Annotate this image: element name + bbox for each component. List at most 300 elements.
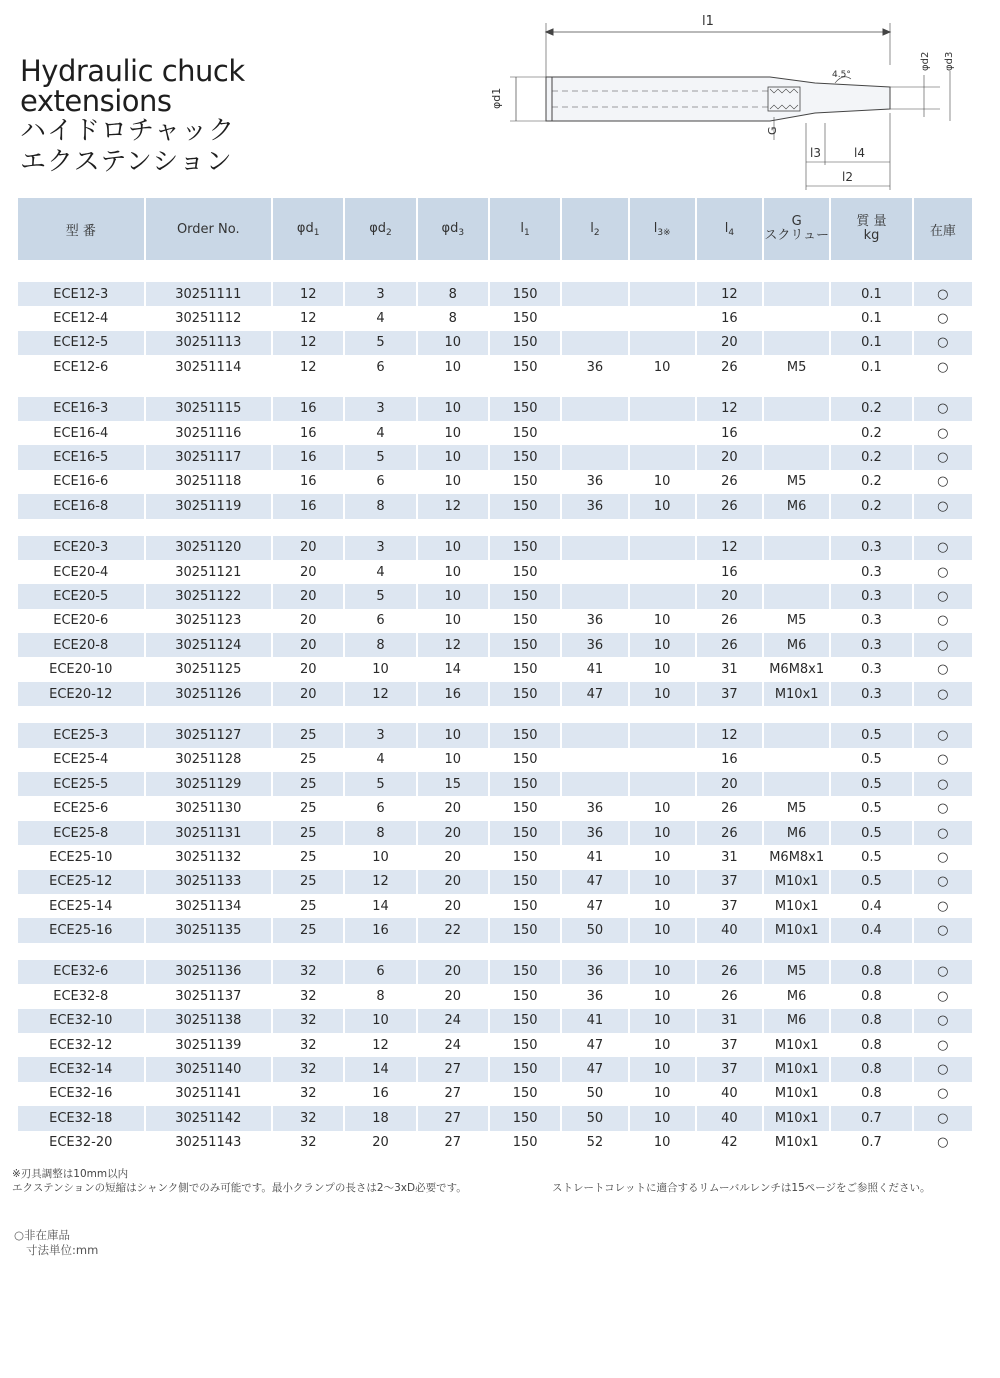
cell-l2 bbox=[562, 584, 627, 608]
table-row bbox=[18, 960, 972, 984]
cell-d1: 20 bbox=[273, 633, 343, 657]
cell-mass: 0.3 bbox=[831, 633, 911, 657]
header-l2: $l_2$ bbox=[562, 198, 627, 260]
cell-d3: 10 bbox=[418, 536, 488, 560]
cell-l3: 10 bbox=[630, 1106, 695, 1130]
cell-d2: 4 bbox=[345, 748, 415, 772]
table-row bbox=[18, 1033, 972, 1057]
group-spacer-cell bbox=[18, 260, 972, 282]
cell-l1: 150 bbox=[490, 796, 560, 820]
table-row bbox=[18, 470, 972, 494]
dim-l1-label: l1 bbox=[702, 14, 714, 29]
cell-order-no: 30251120 bbox=[146, 536, 272, 560]
cell-l2: 36 bbox=[562, 609, 627, 633]
cell-l1: 150 bbox=[490, 1131, 560, 1155]
cell-d1: 20 bbox=[273, 609, 343, 633]
table-row bbox=[18, 560, 972, 584]
cell-order-no: 30251143 bbox=[146, 1131, 272, 1155]
cell-d2: 5 bbox=[345, 584, 415, 608]
cell-d3: 10 bbox=[418, 748, 488, 772]
table-row bbox=[18, 331, 972, 355]
cell-l2 bbox=[562, 421, 627, 445]
cell-l3 bbox=[630, 421, 695, 445]
cell-g-screw: M10x1 bbox=[764, 1033, 829, 1057]
cell-d2: 12 bbox=[345, 1033, 415, 1057]
cell-l2: 50 bbox=[562, 1106, 627, 1130]
header-mass: 質 量 kg bbox=[831, 198, 911, 260]
cell-d3: 15 bbox=[418, 772, 488, 796]
cell-order-no: 30251111 bbox=[146, 282, 272, 306]
cell-d1: 25 bbox=[273, 772, 343, 796]
cell-l2: 47 bbox=[562, 1033, 627, 1057]
table-row bbox=[18, 1009, 972, 1033]
cell-mass: 0.3 bbox=[831, 560, 911, 584]
cell-order-no: 30251123 bbox=[146, 609, 272, 633]
cell-mass: 0.4 bbox=[831, 918, 911, 942]
cell-l2 bbox=[562, 331, 627, 355]
cell-d2: 14 bbox=[345, 1057, 415, 1081]
cell-stock: ○ bbox=[914, 845, 972, 869]
cell-l1: 150 bbox=[490, 470, 560, 494]
cell-g-screw: M5 bbox=[764, 609, 829, 633]
cell-g-screw: M5 bbox=[764, 470, 829, 494]
header-d1: $\varphi d_1$ bbox=[273, 198, 343, 260]
cell-d3: 27 bbox=[418, 1131, 488, 1155]
cell-order-no: 30251114 bbox=[146, 355, 272, 379]
cell-stock: ○ bbox=[914, 470, 972, 494]
cell-g-screw bbox=[764, 536, 829, 560]
cell-mass: 0.5 bbox=[831, 821, 911, 845]
cell-stock: ○ bbox=[914, 355, 972, 379]
header-d3: $\varphi d_3$ bbox=[418, 198, 488, 260]
cell-l4: 26 bbox=[697, 796, 762, 820]
cell-d2: 3 bbox=[345, 397, 415, 421]
cell-g-screw: M10x1 bbox=[764, 918, 829, 942]
cell-g-screw: M10x1 bbox=[764, 682, 829, 706]
cell-d1: 32 bbox=[273, 1033, 343, 1057]
cell-l1: 150 bbox=[490, 331, 560, 355]
cell-l4: 26 bbox=[697, 821, 762, 845]
table-row bbox=[18, 609, 972, 633]
cell-g-screw bbox=[764, 282, 829, 306]
cell-order-no: 30251138 bbox=[146, 1009, 272, 1033]
cell-g-screw bbox=[764, 584, 829, 608]
cell-d1: 20 bbox=[273, 536, 343, 560]
cell-d1: 16 bbox=[273, 445, 343, 469]
cell-l3: 10 bbox=[630, 1082, 695, 1106]
cell-g-screw: M10x1 bbox=[764, 894, 829, 918]
cell-g-screw: M6 bbox=[764, 821, 829, 845]
cell-d3: 20 bbox=[418, 845, 488, 869]
cell-l1: 150 bbox=[490, 1082, 560, 1106]
cell-stock: ○ bbox=[914, 560, 972, 584]
cell-model: ECE32-20 bbox=[18, 1131, 144, 1155]
cell-stock: ○ bbox=[914, 584, 972, 608]
cell-order-no: 30251137 bbox=[146, 984, 272, 1008]
cell-l4: 20 bbox=[697, 445, 762, 469]
cell-d3: 24 bbox=[418, 1009, 488, 1033]
cell-l2 bbox=[562, 397, 627, 421]
table-header-row bbox=[18, 198, 972, 260]
dim-d3-label: φd3 bbox=[944, 51, 955, 71]
cell-l1: 150 bbox=[490, 984, 560, 1008]
cell-d2: 10 bbox=[345, 657, 415, 681]
cell-l1: 150 bbox=[490, 870, 560, 894]
cell-l4: 40 bbox=[697, 1106, 762, 1130]
cell-l2: 47 bbox=[562, 894, 627, 918]
cell-g-screw: M5 bbox=[764, 355, 829, 379]
cell-mass: 0.1 bbox=[831, 355, 911, 379]
cell-l3: 10 bbox=[630, 633, 695, 657]
cell-stock: ○ bbox=[914, 894, 972, 918]
group-spacer bbox=[18, 519, 972, 536]
cell-model: ECE25-12 bbox=[18, 870, 144, 894]
group-spacer bbox=[18, 380, 972, 397]
cell-model: ECE20-3 bbox=[18, 536, 144, 560]
cell-order-no: 30251115 bbox=[146, 397, 272, 421]
table-body bbox=[18, 260, 972, 1155]
cell-model: ECE20-10 bbox=[18, 657, 144, 681]
cell-model: ECE20-4 bbox=[18, 560, 144, 584]
cell-l4: 26 bbox=[697, 609, 762, 633]
page-title bbox=[20, 56, 245, 178]
cell-stock: ○ bbox=[914, 445, 972, 469]
cell-l3: 10 bbox=[630, 1009, 695, 1033]
cell-d2: 5 bbox=[345, 331, 415, 355]
cell-l3: 10 bbox=[630, 494, 695, 518]
cell-model: ECE12-6 bbox=[18, 355, 144, 379]
cell-model: ECE12-4 bbox=[18, 306, 144, 330]
cell-d1: 25 bbox=[273, 821, 343, 845]
cell-d3: 10 bbox=[418, 445, 488, 469]
cell-l2: 36 bbox=[562, 984, 627, 1008]
cell-mass: 0.5 bbox=[831, 845, 911, 869]
table-row bbox=[18, 984, 972, 1008]
cell-d2: 6 bbox=[345, 470, 415, 494]
cell-l1: 150 bbox=[490, 723, 560, 747]
cell-model: ECE20-8 bbox=[18, 633, 144, 657]
cell-l4: 12 bbox=[697, 397, 762, 421]
cell-stock: ○ bbox=[914, 796, 972, 820]
table-row bbox=[18, 536, 972, 560]
cell-l2: 36 bbox=[562, 633, 627, 657]
cell-l3: 10 bbox=[630, 894, 695, 918]
cell-model: ECE25-14 bbox=[18, 894, 144, 918]
cell-l3: 10 bbox=[630, 609, 695, 633]
cell-stock: ○ bbox=[914, 1106, 972, 1130]
cell-d1: 32 bbox=[273, 1009, 343, 1033]
cell-l4: 20 bbox=[697, 772, 762, 796]
cell-l2: 36 bbox=[562, 960, 627, 984]
cell-l3 bbox=[630, 282, 695, 306]
cell-g-screw bbox=[764, 445, 829, 469]
cell-g-screw bbox=[764, 421, 829, 445]
cell-stock: ○ bbox=[914, 984, 972, 1008]
cell-stock: ○ bbox=[914, 723, 972, 747]
cell-g-screw bbox=[764, 306, 829, 330]
dim-l3-label: l3 bbox=[810, 146, 821, 160]
cell-d3: 20 bbox=[418, 984, 488, 1008]
cell-l1: 150 bbox=[490, 1033, 560, 1057]
dim-d1-label: φd1 bbox=[490, 87, 503, 109]
cell-l4: 26 bbox=[697, 960, 762, 984]
cell-order-no: 30251131 bbox=[146, 821, 272, 845]
cell-d1: 32 bbox=[273, 1131, 343, 1155]
table-row bbox=[18, 748, 972, 772]
cell-mass: 0.2 bbox=[831, 494, 911, 518]
cell-model: ECE25-6 bbox=[18, 796, 144, 820]
cell-g-screw: M6M8x1 bbox=[764, 657, 829, 681]
cell-stock: ○ bbox=[914, 609, 972, 633]
cell-l3: 10 bbox=[630, 657, 695, 681]
cell-l4: 16 bbox=[697, 421, 762, 445]
cell-mass: 0.4 bbox=[831, 894, 911, 918]
cell-mass: 0.5 bbox=[831, 748, 911, 772]
legend-units: 寸法単位:mm bbox=[26, 1243, 99, 1257]
cell-model: ECE25-8 bbox=[18, 821, 144, 845]
cell-g-screw: M6 bbox=[764, 1009, 829, 1033]
cell-order-no: 30251121 bbox=[146, 560, 272, 584]
cell-l1: 150 bbox=[490, 306, 560, 330]
cell-d1: 25 bbox=[273, 894, 343, 918]
cell-d3: 16 bbox=[418, 682, 488, 706]
cell-model: ECE25-10 bbox=[18, 845, 144, 869]
cell-d2: 3 bbox=[345, 536, 415, 560]
cell-order-no: 30251122 bbox=[146, 584, 272, 608]
cell-stock: ○ bbox=[914, 870, 972, 894]
cell-stock: ○ bbox=[914, 282, 972, 306]
cell-order-no: 30251132 bbox=[146, 845, 272, 869]
cell-g-screw: M10x1 bbox=[764, 1057, 829, 1081]
cell-l2: 47 bbox=[562, 1057, 627, 1081]
cell-l4: 12 bbox=[697, 723, 762, 747]
cell-d1: 25 bbox=[273, 796, 343, 820]
cell-order-no: 30251127 bbox=[146, 723, 272, 747]
cell-stock: ○ bbox=[914, 1057, 972, 1081]
header-l1: $l_1$ bbox=[490, 198, 560, 260]
cell-d2: 10 bbox=[345, 845, 415, 869]
cell-l1: 150 bbox=[490, 536, 560, 560]
cell-d3: 20 bbox=[418, 870, 488, 894]
cell-model: ECE32-6 bbox=[18, 960, 144, 984]
cell-l4: 26 bbox=[697, 355, 762, 379]
cell-mass: 0.8 bbox=[831, 1009, 911, 1033]
cell-l3: 10 bbox=[630, 1057, 695, 1081]
cell-g-screw: M6 bbox=[764, 633, 829, 657]
cell-model: ECE16-6 bbox=[18, 470, 144, 494]
cell-d2: 6 bbox=[345, 609, 415, 633]
table-row bbox=[18, 282, 972, 306]
group-spacer-cell bbox=[18, 380, 972, 397]
cell-mass: 0.1 bbox=[831, 282, 911, 306]
cell-d2: 8 bbox=[345, 984, 415, 1008]
cell-mass: 0.8 bbox=[831, 960, 911, 984]
cell-l3: 10 bbox=[630, 984, 695, 1008]
cell-d2: 4 bbox=[345, 560, 415, 584]
cell-order-no: 30251126 bbox=[146, 682, 272, 706]
cell-d1: 25 bbox=[273, 845, 343, 869]
dim-d2-label: φd2 bbox=[920, 51, 931, 71]
cell-l4: 20 bbox=[697, 584, 762, 608]
cell-d1: 20 bbox=[273, 584, 343, 608]
cell-d3: 10 bbox=[418, 723, 488, 747]
cell-order-no: 30251119 bbox=[146, 494, 272, 518]
cell-l4: 26 bbox=[697, 984, 762, 1008]
table-row bbox=[18, 657, 972, 681]
cell-d3: 24 bbox=[418, 1033, 488, 1057]
cell-d1: 32 bbox=[273, 1106, 343, 1130]
cell-g-screw: M5 bbox=[764, 960, 829, 984]
cell-l3 bbox=[630, 560, 695, 584]
cell-l1: 150 bbox=[490, 748, 560, 772]
cell-mass: 0.1 bbox=[831, 331, 911, 355]
cell-stock: ○ bbox=[914, 772, 972, 796]
header-stock: 在庫 bbox=[914, 198, 972, 260]
cell-l3 bbox=[630, 748, 695, 772]
table-row bbox=[18, 821, 972, 845]
cell-l2: 36 bbox=[562, 821, 627, 845]
cell-mass: 0.7 bbox=[831, 1106, 911, 1130]
cell-l1: 150 bbox=[490, 1057, 560, 1081]
cell-g-screw bbox=[764, 560, 829, 584]
cell-order-no: 30251118 bbox=[146, 470, 272, 494]
cell-order-no: 30251139 bbox=[146, 1033, 272, 1057]
cell-model: ECE32-8 bbox=[18, 984, 144, 1008]
cell-stock: ○ bbox=[914, 1009, 972, 1033]
cell-l4: 37 bbox=[697, 682, 762, 706]
cell-l1: 150 bbox=[490, 633, 560, 657]
table-row bbox=[18, 1082, 972, 1106]
cell-l1: 150 bbox=[490, 494, 560, 518]
cell-stock: ○ bbox=[914, 682, 972, 706]
cell-d2: 6 bbox=[345, 960, 415, 984]
cell-l3: 10 bbox=[630, 918, 695, 942]
cell-d1: 16 bbox=[273, 470, 343, 494]
cell-l4: 26 bbox=[697, 470, 762, 494]
note-wrench: ストレートコレットに適合するリムーバルレンチは15ページをご参照ください。 bbox=[552, 1182, 931, 1194]
cell-d1: 32 bbox=[273, 960, 343, 984]
header-g-screw: G スクリュー bbox=[764, 198, 829, 260]
legend bbox=[14, 1228, 98, 1258]
cell-d3: 10 bbox=[418, 609, 488, 633]
table-row bbox=[18, 1057, 972, 1081]
cell-l2 bbox=[562, 560, 627, 584]
cell-mass: 0.3 bbox=[831, 609, 911, 633]
cell-order-no: 30251112 bbox=[146, 306, 272, 330]
cell-l1: 150 bbox=[490, 609, 560, 633]
cell-stock: ○ bbox=[914, 1082, 972, 1106]
table-row bbox=[18, 397, 972, 421]
cell-order-no: 30251142 bbox=[146, 1106, 272, 1130]
cell-l1: 150 bbox=[490, 584, 560, 608]
cell-l2: 36 bbox=[562, 470, 627, 494]
cell-mass: 0.3 bbox=[831, 657, 911, 681]
cell-d1: 12 bbox=[273, 282, 343, 306]
extension-technical-drawing bbox=[470, 5, 990, 195]
cell-order-no: 30251113 bbox=[146, 331, 272, 355]
cell-d3: 10 bbox=[418, 584, 488, 608]
cell-l2 bbox=[562, 748, 627, 772]
specifications-table bbox=[16, 198, 974, 1155]
cell-d2: 3 bbox=[345, 723, 415, 747]
cell-g-screw: M6 bbox=[764, 494, 829, 518]
cell-order-no: 30251134 bbox=[146, 894, 272, 918]
cell-l1: 150 bbox=[490, 894, 560, 918]
cell-l3 bbox=[630, 397, 695, 421]
cell-model: ECE16-8 bbox=[18, 494, 144, 518]
cell-g-screw bbox=[764, 397, 829, 421]
cell-d2: 16 bbox=[345, 1082, 415, 1106]
cell-l2: 36 bbox=[562, 355, 627, 379]
table-row bbox=[18, 918, 972, 942]
cell-l2: 52 bbox=[562, 1131, 627, 1155]
cell-g-screw: M6M8x1 bbox=[764, 845, 829, 869]
cell-d2: 16 bbox=[345, 918, 415, 942]
cell-l4: 16 bbox=[697, 306, 762, 330]
cell-l3: 10 bbox=[630, 355, 695, 379]
cell-d2: 5 bbox=[345, 445, 415, 469]
cell-mass: 0.8 bbox=[831, 1033, 911, 1057]
cell-g-screw: M6 bbox=[764, 984, 829, 1008]
cell-order-no: 30251141 bbox=[146, 1082, 272, 1106]
cell-d2: 20 bbox=[345, 1131, 415, 1155]
cell-d1: 16 bbox=[273, 421, 343, 445]
cell-model: ECE16-3 bbox=[18, 397, 144, 421]
cell-l2: 36 bbox=[562, 494, 627, 518]
cell-l3: 10 bbox=[630, 1131, 695, 1155]
cell-l4: 37 bbox=[697, 894, 762, 918]
cell-order-no: 30251133 bbox=[146, 870, 272, 894]
cell-d1: 12 bbox=[273, 306, 343, 330]
cell-stock: ○ bbox=[914, 657, 972, 681]
cell-l4: 20 bbox=[697, 331, 762, 355]
cell-d1: 20 bbox=[273, 682, 343, 706]
cell-d1: 25 bbox=[273, 748, 343, 772]
cell-l3: 10 bbox=[630, 870, 695, 894]
table-row bbox=[18, 355, 972, 379]
cell-d1: 25 bbox=[273, 918, 343, 942]
cell-d3: 27 bbox=[418, 1106, 488, 1130]
cell-stock: ○ bbox=[914, 331, 972, 355]
cell-l2: 50 bbox=[562, 918, 627, 942]
cell-l3: 10 bbox=[630, 470, 695, 494]
cell-g-screw bbox=[764, 723, 829, 747]
cell-l4: 37 bbox=[697, 870, 762, 894]
cell-mass: 0.3 bbox=[831, 584, 911, 608]
cell-stock: ○ bbox=[914, 960, 972, 984]
cell-l4: 42 bbox=[697, 1131, 762, 1155]
cell-d2: 4 bbox=[345, 306, 415, 330]
cell-l2: 41 bbox=[562, 657, 627, 681]
table-row bbox=[18, 772, 972, 796]
cell-l2: 41 bbox=[562, 1009, 627, 1033]
cell-g-screw: M10x1 bbox=[764, 1131, 829, 1155]
cell-mass: 0.2 bbox=[831, 421, 911, 445]
footnotes bbox=[12, 1167, 931, 1195]
cell-stock: ○ bbox=[914, 494, 972, 518]
cell-d2: 18 bbox=[345, 1106, 415, 1130]
header-d2: $\varphi d_2$ bbox=[345, 198, 415, 260]
cell-d2: 5 bbox=[345, 772, 415, 796]
cell-model: ECE32-14 bbox=[18, 1057, 144, 1081]
table-row bbox=[18, 306, 972, 330]
cell-d3: 20 bbox=[418, 821, 488, 845]
group-spacer bbox=[18, 943, 972, 960]
table-row bbox=[18, 633, 972, 657]
cell-l1: 150 bbox=[490, 560, 560, 584]
cell-stock: ○ bbox=[914, 633, 972, 657]
header-l4: $l_4$ bbox=[697, 198, 762, 260]
